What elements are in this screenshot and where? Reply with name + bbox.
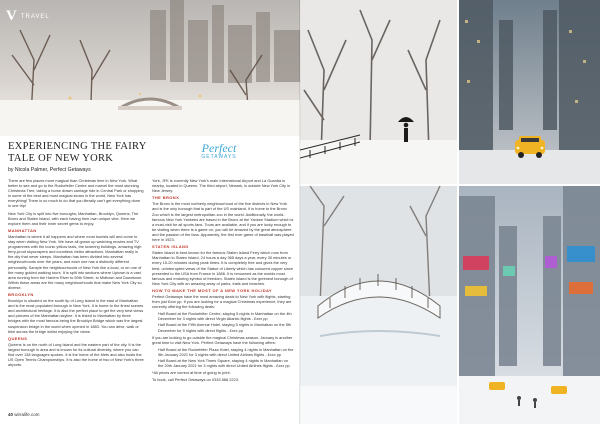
subheading: THE BRONX [152, 195, 180, 201]
photo-snowy-central-park-walker [300, 0, 457, 184]
byline: by Nicola Palmer, Perfect Getaways [8, 167, 91, 173]
subheading: BROOKLYN [8, 291, 34, 297]
offer-item: • Half Board at the Rockefeller Plaza Hotel, staying 4 nights in Manhattan on the 9th January 2021 for 3 nights with direct United Airlines flights - £xxx pp [158, 347, 294, 357]
section-label: TRAVEL [20, 13, 50, 20]
offer-item: • Half Board at the New York Times Square, staying 4 nights in Manhattan on the 20th January 2021 for 3 nights with direct United Airlines flights - £xxx pp [158, 358, 294, 368]
section-header [6, 8, 50, 25]
article-column-1 [8, 178, 144, 410]
body-paragraph: New York City is split into five boroughs; Manhattan, Brooklyn, Queens, The Bronx and Staten Island, with each having their own unique vibe. Here we explore them and their inner secret gems to enjoy. [8, 210, 139, 226]
body-paragraph: *All prices are correct at time of going to print. [152, 370, 231, 376]
article-column-2 [152, 178, 294, 410]
photo-times-square-snow [459, 186, 600, 424]
spine-shadow [299, 0, 301, 424]
logo-sub: GETAWAYS [201, 154, 237, 160]
body-paragraph: If you are looking to go outside the magical Christmas season, January is another great time to visit New York. Perfect Getaways have the following offers: [152, 334, 293, 345]
site-name: wirralife.com [14, 412, 40, 417]
body-paragraph: Queens is on the north of Long Island and the eastern part of the city. It is the largest borough in area and is known for its cultural diversity, where you can find over 138 languages spoken. It is the home of the Mets and also hosts the US Open Tennis Championships. It is also the home of two of New York's three airports. [8, 341, 144, 368]
offer-item: • Half Board at the Fifth Avenue Hotel, staying 5 nights in Manhattan on the 5th December for 5 nights with direct flights - £xxx pp [158, 322, 294, 332]
body-paragraph: Staten Island is best known for the famous Staten Island Ferry which runs from Manhattan to Staten Island, 24 hours a day 365 days a year, every 30 minutes or every 15-20 minutes during peak times. It is completely free and gives the very best, uninterrupted views of the Statue of Liberty which has coloured copper since presented to the USA from France in 1886. It is renowned as the worlds most famous and enduring symbol of freedom. Staten Island is the greenest borough of New York City with an amazing array of parks, trails and beaches. [152, 250, 294, 286]
section-letter: V [6, 8, 17, 24]
offer-list [152, 347, 294, 368]
subheading: MANHATTAN [8, 227, 37, 233]
body-paragraph: Perfect Getaways have the most amazing deals to New York with flights, starting from just £xxx pp. If you are looking for a magical Christmas experience, they are currently offering the following deals: [152, 293, 292, 310]
logo-word: Perfect [201, 141, 237, 155]
offer-item: • Half Board at the Rockefeller Centre, staying 5 nights in Manhattan on the 4th December for 3 nights with direct Virgin Atlantic flights - £xxx pp [158, 311, 294, 321]
subheading: HOW TO MAKE THE MOST OF A NEW YORK HOLIDAY [152, 287, 272, 293]
subheading: QUEENS [8, 335, 28, 341]
page-number: 40 [8, 412, 14, 417]
photo-snow-covered-gapstow-bridge [300, 186, 457, 424]
body-paragraph: There are few places more magical than Christmas time in New York. What better to see and go to the Rockefeller Centre and marvel the most stunning Christmas Tree, taking a horse drawn carriage ride in Central Park or shopping in some of the best and most magical stores in the world, New York has everything! There is so much to do that you literally can't get everything done in one trip! [8, 178, 144, 209]
right-page [300, 0, 600, 424]
body-paragraph: Manhattan is where it all happens and where most tourists will and come to stay when visiting New York. We have all grown up watching movies and TV programmes with the iconic yellow taxis, the towering buildings, amazing high ferry-proof skyscrapers and countless visitor attractions. Manhattan really is the city that never sleeps. Manhattan has been divided into several neighbourhoods over the years, and each one has a distinctly different personality. Sample the neighbourhoods of New York like a local, or on one of the many guided walking tours. It is split into sections where Uptown is a vast area running from the Harlem River to 59th Street, to Midtown and Downtown. Within these areas are the many neighbourhoods that make New York City so diverse. [8, 233, 143, 290]
body-paragraph: The Bronx is the most northerly neighbourhood of the five districts in New York and is the only borough that is part of the US mainland. It is home to the Bronx Zoo which is the largest metropolitan zoo in the world. Additionally, the world-famous New York Yankees are based in the Bronx at the Yankee Stadium which is a must-visit for all sports fans. Tours are available, and if you are lucky enough to be visiting when there is a game on, you will be amazed by the great atmosphere and the passion of the fans. Apparently, the first ever game of baseball was played here in 1923. [152, 201, 294, 243]
title-line-2: TALE OF NEW YORK [8, 153, 114, 164]
offer-list [152, 311, 294, 332]
body-paragraph: Brooklyn is situated on the south tip of Long Island in the east of Manhattan and is the most populated borough in New York. It is home to the finest scenes and architectural heritage. It is also the perfect place to get the very best views and pictures of the Manhattan skyline. It is linked to Manhattan by three bridges with the most famous being the Brooklyn Bridge which was the largest suspension bridge in the world when opened in 1883. You can drive, walk or bike across the bridge whilst enjoying the views. [8, 298, 144, 334]
body-paragraph: To book, call Perfect Getaways on 0333 888 2223. [152, 377, 239, 383]
title-line-1: EXPERIENCING THE FAIRY [8, 141, 147, 152]
page-folio [8, 412, 40, 417]
body-paragraph: York, JFK is currently New York's main International Airport and La Guardia is nearby, located in Queens. The third airport, Newark, is outside New York City in New Jersey. [152, 178, 291, 194]
perfect-getaways-logo [190, 142, 248, 172]
article-title [8, 141, 147, 165]
subheading: STATEN ISLAND [152, 244, 189, 250]
photo-yellow-taxi-snowstorm [459, 0, 600, 184]
